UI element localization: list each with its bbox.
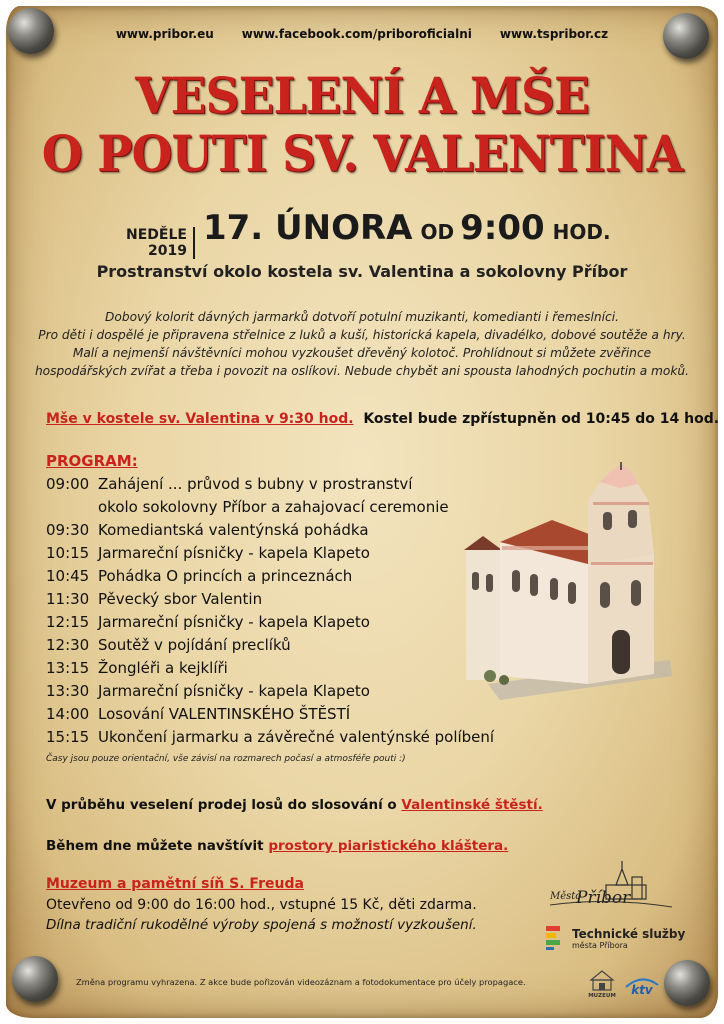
title-line-1: VESELENÍ A MŠE <box>135 66 589 125</box>
museum-logo-word: MUZEUM <box>588 993 616 998</box>
program-text: Komediantská valentýnská pohádka <box>98 521 369 539</box>
intro-line: Pro děti i dospělé je připravena střelnice z luků a kuší, historická kapela, divadélko, dobové soutěže a hry. <box>38 328 686 342</box>
program-text: Jarmareční písničky - kapela Klapeto <box>98 682 370 700</box>
ktv-logo <box>624 975 660 997</box>
lottery-info <box>46 797 543 813</box>
time-suffix: HOD. <box>552 220 611 244</box>
event-date <box>126 208 611 259</box>
program-time: 09:30 <box>46 521 90 539</box>
museum-logo <box>588 968 616 998</box>
program-note: Časy jsou pouze orientační, vše závisí na rozmarech počasí a atmosféře pouti :) <box>46 754 406 764</box>
intro-line: Dobový kolorit dávných jarmarků dotvoří potulní muzikanti, komedianti i řemeslníci. <box>105 310 619 324</box>
year: 2019 <box>147 243 187 259</box>
ts-logo-name: Technické služby <box>572 926 686 941</box>
program-time: 13:15 <box>46 659 90 677</box>
footer-note: Změna programu vyhrazena. Z akce bude pořizován videozáznam a fotodokumentace pro účely propagace. <box>76 977 526 987</box>
start-time: 9:00 <box>460 208 545 248</box>
date-from: OD <box>420 220 455 244</box>
program-row <box>46 680 494 703</box>
monastery-highlight: prostory piaristického kláštera. <box>268 838 509 854</box>
mass-detail: Kostel bude zpřístupněn od 10:45 do 14 hod. <box>363 411 720 427</box>
program-time: 12:30 <box>46 636 90 654</box>
link-website[interactable]: www.pribor.eu <box>115 27 214 41</box>
date-value: 17. ÚNORA <box>202 208 413 248</box>
link-facebook[interactable]: www.facebook.com/priboroficialni <box>241 27 472 41</box>
program-time: 14:00 <box>46 705 90 723</box>
monastery-text: Během dne můžete navštívit <box>46 838 264 854</box>
program-row <box>46 565 494 588</box>
venue: Prostranství okolo kostela sv. Valentina a sokolovny Příbor <box>96 262 628 281</box>
mass-highlight: Mše v kostele sv. Valentina v 9:30 hod. <box>46 411 354 427</box>
program-row <box>46 542 494 565</box>
lottery-highlight: Valentinské štěstí. <box>401 797 543 813</box>
ts-logo-sub: města Příbora <box>572 940 628 950</box>
museum-workshop: Dílna tradiční rukodělné výroby spojená s možností vyzkoušení. <box>46 917 477 933</box>
program-text: Jarmareční písničky - kapela Klapeto <box>98 544 370 562</box>
intro-line: hospodářských zvířat a třeba i povozit na oslíkovi. Nebude chybět ani spousta lahodných pochutin a moků. <box>34 364 690 378</box>
lottery-text: V průběhu veselení prodej losů do slosování o <box>46 797 397 813</box>
mass-info <box>46 411 719 427</box>
church-illustration <box>460 462 672 700</box>
town-logo <box>546 855 676 919</box>
ts-logo-icon <box>546 926 566 950</box>
program-row <box>46 634 494 657</box>
technical-services-logo <box>546 926 685 950</box>
program-text: Pohádka O princích a princeznách <box>98 567 353 585</box>
header-links <box>0 27 724 41</box>
town-logo-word-2: Příbor <box>576 888 631 908</box>
program-row <box>46 519 494 542</box>
program-row <box>46 611 494 634</box>
program-row <box>46 473 494 519</box>
program-time: 11:30 <box>46 590 90 608</box>
program-row <box>46 703 494 726</box>
program-text: Soutěž v pojídání preclíků <box>98 636 291 654</box>
program-text: Ukončení jarmarku a závěrečné valentýnské políbení <box>98 728 495 746</box>
program-text: Žongléři a kejklíři <box>98 659 228 677</box>
intro-line: Malí a nejmenší návštěvníci mohou vyzkoušet dřevěný kolotoč. Prohlídnout si můžete zvěřince <box>72 346 652 360</box>
program-text: Losování VALENTINSKÉHO ŠTĚSTÍ <box>98 705 351 723</box>
intro-text <box>30 308 694 380</box>
monastery-info <box>46 838 508 854</box>
pin-bottom-right-icon <box>664 960 710 1006</box>
program-time: 09:00 <box>46 475 90 493</box>
program-row <box>46 657 494 680</box>
program-heading: PROGRAM: <box>46 452 138 470</box>
program-text: Pěvecký sbor Valentin <box>98 590 263 608</box>
day-name: NEDĚLE <box>126 227 187 243</box>
program-row <box>46 588 494 611</box>
program-time: 12:15 <box>46 613 90 631</box>
museum-hours: Otevřeno od 9:00 do 16:00 hod., vstupné 15 Kč, děti zdarma. <box>46 897 477 913</box>
program-row <box>46 726 494 749</box>
program-list <box>46 473 494 749</box>
program-text: Zahájení ... průvod s bubny v prostranství okolo sokolovny Příbor a zahajovací ceremonie <box>98 475 449 516</box>
town-logo-word-1: Město <box>550 891 582 902</box>
link-ts-website[interactable]: www.tspribor.cz <box>499 27 609 41</box>
title-line-2: O POUTI SV. VALENTINA <box>41 124 683 183</box>
program-time: 10:45 <box>46 567 90 585</box>
day-year-block <box>126 227 195 259</box>
program-time: 13:30 <box>46 682 90 700</box>
ktv-logo-word: ktv <box>631 983 653 997</box>
museum-heading: Muzeum a pamětní síň S. Freuda <box>46 876 304 892</box>
pin-bottom-left-icon <box>12 956 58 1002</box>
program-text: Jarmareční písničky - kapela Klapeto <box>98 613 370 631</box>
program-time: 15:15 <box>46 728 90 746</box>
program-time: 10:15 <box>46 544 90 562</box>
